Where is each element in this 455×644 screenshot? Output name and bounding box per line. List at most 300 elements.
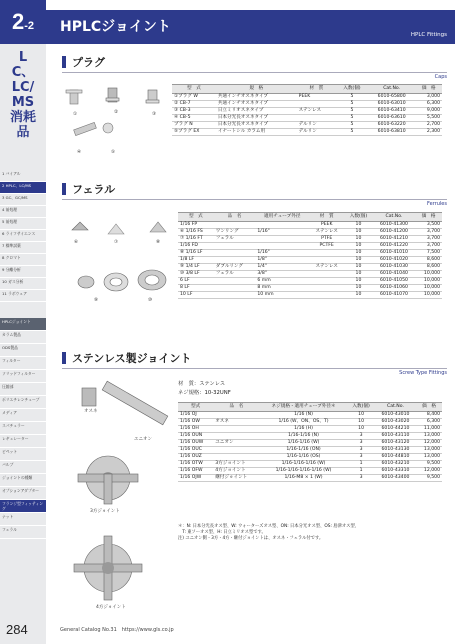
table-row <box>178 285 442 292</box>
table-row <box>178 426 442 433</box>
page-title: HPLCジョイント <box>60 19 171 35</box>
table-cell: 6010-41200 <box>373 229 416 236</box>
photo-label: ⑤ <box>111 150 116 155</box>
table-cell: 1/16" <box>255 229 309 236</box>
sidebar-subnav-item[interactable]: HPLCジョイント <box>0 318 46 331</box>
note-line: T: 東ソーオス型、H: 日立ミリオス型です。 <box>178 530 266 535</box>
table-cell: 3,700 <box>415 229 442 236</box>
table-cell: 6010-41040 <box>373 271 416 278</box>
column-header: 入数(個) <box>347 403 375 412</box>
column-header: 入数(個) <box>344 213 372 222</box>
table-cell: ユニオン <box>213 440 260 447</box>
table-cell: オスネ <box>213 419 260 426</box>
table-cell: 1/16" <box>255 250 309 257</box>
sidebar-nav-label: GC、GC/MS <box>5 195 28 200</box>
table-cell: 5 <box>336 115 368 122</box>
table-cell: 6010-44210 <box>375 426 416 433</box>
page-subtitle: HPLC Fittings <box>410 32 447 38</box>
section-rule <box>62 72 447 73</box>
table-cell: 3 <box>347 440 375 447</box>
section-marker <box>62 56 66 68</box>
photo-label: ③ <box>152 112 157 117</box>
page-number: 284 <box>6 622 28 637</box>
sidebar-nav-label: 分離分析 <box>5 267 21 272</box>
sidebar-nav-item[interactable] <box>0 290 46 302</box>
table-cell: フェラル <box>214 271 256 278</box>
sidebar-nav-label: バイアル <box>5 171 21 176</box>
table-row <box>178 419 442 426</box>
sidebar-nav-item[interactable] <box>0 170 46 182</box>
table-cell: 日立ミリオスネタイプ <box>216 108 297 115</box>
sidebar-subnav-item[interactable]: フェラル <box>0 526 46 539</box>
table-cell: 10 <box>347 419 375 426</box>
table-cell: 3方ジョイント <box>213 461 260 468</box>
sidebar-subnav-item[interactable]: フィルター <box>0 357 46 370</box>
photo-label: ⑨ <box>94 298 99 303</box>
table-cell: 6010-41210 <box>373 236 416 243</box>
note-line: 注) ユニオン側・3方・4方・継付ジョイントは、オスネ・フェラル付です。 <box>178 536 324 541</box>
sidebar-subnav-item[interactable]: ナット <box>0 513 46 526</box>
sidebar-subnav-item[interactable]: フランジ型フィッティング <box>0 500 46 513</box>
column-header: 品 名 <box>213 403 260 412</box>
table-cell: 6010-41050 <box>373 278 416 285</box>
table-cell: ⑤プラグ EX <box>172 129 216 136</box>
table-cell: 8 mm <box>255 285 309 292</box>
table-row <box>178 454 442 461</box>
ferrule-photos <box>60 212 180 312</box>
table-cell <box>213 426 260 433</box>
table-cell: 1 <box>347 468 375 475</box>
table-cell: 3,700 <box>415 243 442 250</box>
sidebar-nav-number: 6 <box>2 231 5 236</box>
table-cell: 1/16 (H) <box>260 426 348 433</box>
sidebar-subnav-item[interactable]: メディア <box>0 409 46 422</box>
photo-label: ① <box>73 112 78 117</box>
table-cell: プラグ N <box>172 122 216 129</box>
table-header-row <box>172 85 442 94</box>
section-title: プラグ <box>72 56 105 69</box>
section-title: フェラル <box>72 183 116 196</box>
column-header: 型式 <box>178 403 213 412</box>
table-cell: ② CB-7 <box>172 101 216 108</box>
table-row <box>178 278 442 285</box>
table-cell <box>297 115 336 122</box>
table-cell <box>214 222 256 229</box>
sidebar-nav-number: 11 <box>2 291 7 296</box>
table-cell: 12,000 <box>416 468 442 475</box>
table-cell: 10 <box>344 264 372 271</box>
table-cell: 6 mm <box>255 278 309 285</box>
table-cell: 8,600 <box>415 257 442 264</box>
sidebar-nav-number: 3 <box>2 195 5 200</box>
joint-material: 材 質：ステンレス <box>178 381 226 387</box>
sidebar-nav-item[interactable] <box>0 194 46 206</box>
table-cell: 1/16-1/16 (N) <box>260 433 348 440</box>
table-cell: 1/16 OUW <box>178 440 213 447</box>
table-cell: 6010-41030 <box>373 264 416 271</box>
table-cell: PCTFE <box>309 243 344 250</box>
page-footer: General Catalog No.31 https://www.gls.co.jp <box>60 627 174 633</box>
table-cell: 2,700 <box>415 122 442 129</box>
table-row <box>178 222 442 229</box>
sidebar-nav-item[interactable] <box>0 266 46 278</box>
table-row <box>172 94 442 101</box>
table-cell: ⑩ 3/8 LF <box>178 271 214 278</box>
table-row <box>178 440 442 447</box>
table-cell: 3,500 <box>415 222 442 229</box>
table-cell <box>309 292 344 299</box>
joint-table <box>178 402 442 482</box>
table-row <box>178 412 442 419</box>
table-cell: ⑧ 1/16 LF <box>178 250 214 257</box>
table-cell: ⑥ 1/16 FS <box>178 229 214 236</box>
table-cell: 6010-43010 <box>375 412 416 419</box>
table-cell: 6010-63010 <box>368 101 416 108</box>
column-header: 型 式 <box>178 213 214 222</box>
table-cell: 6,300 <box>415 101 442 108</box>
table-cell: 1/16-M8 × 1 (W) <box>260 475 348 482</box>
sidebar-subnav-item[interactable]: ジョイントの種類 <box>0 474 46 487</box>
sidebar-nav-item[interactable] <box>0 230 46 242</box>
table-cell: PTFE <box>309 236 344 243</box>
table-cell: 6010-63220 <box>368 122 416 129</box>
table-cell: 1/8 LF <box>178 257 214 264</box>
sidebar-nav-number: 5 <box>2 219 5 224</box>
table-row <box>172 108 442 115</box>
table-cell: 6010-41060 <box>373 285 416 292</box>
sidebar-nav-number: 4 <box>2 207 5 212</box>
table-cell: 6010-44810 <box>375 454 416 461</box>
table-cell: 1/16-1/16 (ON) <box>260 447 348 454</box>
table-cell: 3 <box>347 454 375 461</box>
sidebar-nav-label: 前処理 <box>5 207 18 212</box>
photo-label: 3方ジョイント <box>90 509 120 514</box>
table-cell: 7,500 <box>415 250 442 257</box>
table-cell: ワンリング <box>214 229 256 236</box>
table-cell: 6010-63410 <box>368 108 416 115</box>
table-cell: 6 LF <box>178 278 214 285</box>
table-cell: 10 <box>344 292 372 299</box>
section-title-en: Ferrules <box>427 201 447 207</box>
sidebar-subnav-item[interactable]: スパチュラー <box>0 422 46 435</box>
sidebar-nav-label: ライフサイエンス <box>5 231 36 236</box>
table-cell: 9,500 <box>416 475 442 482</box>
table-cell: 1/16 OH <box>178 426 213 433</box>
table-cell: 5 <box>336 94 368 101</box>
column-header: 品 名 <box>214 213 256 222</box>
table-cell: 1/16 (N) <box>260 412 348 419</box>
table-cell <box>214 292 256 299</box>
table-cell: ③ CB-3 <box>172 108 216 115</box>
table-cell: 3,700 <box>415 236 442 243</box>
table-cell: 1/16 FP <box>178 222 214 229</box>
table-cell: 1/8" <box>255 257 309 264</box>
table-row <box>178 257 442 264</box>
column-header: Cat.No. <box>373 213 416 222</box>
table-cell <box>255 222 309 229</box>
table-cell: 6010-43310 <box>375 468 416 475</box>
table-cell <box>309 271 344 278</box>
section-title: ステンレス製ジョイント <box>72 352 192 365</box>
table-cell: フェラル <box>214 236 256 243</box>
section-marker <box>62 183 66 195</box>
photo-label: オスネ <box>84 409 98 414</box>
column-header: 材 質 <box>309 213 344 222</box>
sidebar-nav-item[interactable] <box>0 278 46 290</box>
table-cell <box>214 250 256 257</box>
sidebar-subnav-item[interactable]: ピペット <box>0 448 46 461</box>
sidebar-nav-item[interactable] <box>0 254 46 266</box>
sidebar-nav-number: 1 <box>2 171 5 176</box>
table-cell: 4方ジョイント <box>213 468 260 475</box>
column-header: 型 式 <box>172 85 216 94</box>
table-cell <box>255 243 309 250</box>
table-cell <box>255 236 309 243</box>
table-cell: 3,000 <box>415 94 442 101</box>
table-row <box>172 101 442 108</box>
table-cell <box>213 412 260 419</box>
table-cell: 1/16-1/16 (W) <box>260 440 348 447</box>
table-cell: PEEK <box>309 222 344 229</box>
plug-table <box>172 84 442 136</box>
table-cell: 9,000 <box>415 108 442 115</box>
table-cell: 10 <box>344 278 372 285</box>
sidebar-subnav-item[interactable]: ソリッドフィルター <box>0 370 46 383</box>
column-header: 価 格 <box>415 213 442 222</box>
column-header: 規 格 <box>216 85 297 94</box>
table-cell: ⑦ 1/16 FT <box>178 236 214 243</box>
table-cell: 1/16 (W、ON、OS、T) <box>260 419 348 426</box>
table-cell: 日本分光長オスネタイプ <box>216 122 297 129</box>
table-cell: 1 <box>347 461 375 468</box>
table-cell: 1/16 OUZ <box>178 454 213 461</box>
table-row <box>172 129 442 136</box>
table-cell: 1/16 FD <box>178 243 214 250</box>
table-cell: デルリン <box>297 129 336 136</box>
table-header-row <box>178 213 442 222</box>
table-header-row <box>178 403 442 412</box>
joint-thread: ネジ規格：10-32UNF <box>178 390 231 396</box>
sidebar-subnav-item[interactable]: 圧縮部 <box>0 383 46 396</box>
table-cell: 5 <box>336 122 368 129</box>
table-cell: 10 <box>344 285 372 292</box>
table-row <box>178 236 442 243</box>
sidebar-nav-number: 10 <box>2 279 7 284</box>
table-cell: 1/16 OJW <box>178 475 213 482</box>
table-cell: ステンレス <box>309 229 344 236</box>
table-cell: 5 <box>336 108 368 115</box>
sidebar-nav-label: 前処理 <box>5 219 18 224</box>
table-cell: 6010-43130 <box>375 447 416 454</box>
table-cell <box>309 257 344 264</box>
table-cell: 11,000 <box>416 426 442 433</box>
table-cell: 10 mm <box>255 292 309 299</box>
table-cell: 5,500 <box>415 115 442 122</box>
table-cell <box>213 454 260 461</box>
table-cell: 3 <box>347 447 375 454</box>
table-cell: 6010-43400 <box>375 475 416 482</box>
column-header: Cat.No. <box>368 85 416 94</box>
photo-label: ⑩ <box>148 298 153 303</box>
table-cell: 6010-41220 <box>373 243 416 250</box>
table-cell: ステンレス <box>297 108 336 115</box>
table-row <box>178 264 442 271</box>
table-row <box>178 243 442 250</box>
note-line: ＊：N: 日本分光長オス型、W: ウォーターズオス型、ON: 日本分光オス型、OS: 島津オス型、 <box>178 524 359 529</box>
table-cell: 5 <box>336 129 368 136</box>
sidebar-nav-item[interactable] <box>0 242 46 254</box>
table-cell <box>214 243 256 250</box>
sidebar-nav-label: HPLC、LC/MS <box>5 183 32 188</box>
sidebar-subnav-item[interactable]: バルブ <box>0 461 46 474</box>
photo-label: ② <box>114 110 119 115</box>
sidebar-subnav-item[interactable]: オプションアダプター <box>0 487 46 500</box>
table-cell: 10 <box>344 250 372 257</box>
table-cell: 1/16 OJ <box>178 412 213 419</box>
table-cell: デルリン <box>297 122 336 129</box>
table-cell: 1/16 OUC <box>178 447 213 454</box>
sidebar-nav-number: 9 <box>2 267 5 272</box>
table-cell: 10 <box>344 257 372 264</box>
table-row <box>178 468 442 475</box>
column-header: 適用チューブ外径 <box>255 213 309 222</box>
table-cell: 6010-63810 <box>368 129 416 136</box>
table-cell: 9,500 <box>416 461 442 468</box>
table-row <box>178 271 442 278</box>
table-cell: 継付ジョイント <box>213 475 260 482</box>
sidebar-nav-item[interactable] <box>0 206 46 218</box>
table-cell: 13,000 <box>416 447 442 454</box>
table-cell: 6010-43110 <box>375 433 416 440</box>
sidebar <box>0 0 46 644</box>
table-cell: 1/16 OUN <box>178 433 213 440</box>
table-cell: 共通インチオスネタイプ <box>216 101 297 108</box>
table-cell: 8 LF <box>178 285 214 292</box>
table-cell: 10 <box>344 243 372 250</box>
photo-label: ④ <box>77 150 82 155</box>
table-cell: 12,000 <box>416 440 442 447</box>
table-cell: 6010-43020 <box>375 419 416 426</box>
sidebar-subnav-item[interactable]: ODS製品 <box>0 344 46 357</box>
table-row <box>178 461 442 468</box>
table-cell: 10 <box>347 412 375 419</box>
sidebar-subnav-item[interactable]: レギュレーター <box>0 435 46 448</box>
table-cell: 1/16-1/16-1/16-1/16 (W) <box>260 468 348 475</box>
table-cell: 13,000 <box>416 433 442 440</box>
table-cell <box>297 101 336 108</box>
table-cell: 10 LF <box>178 292 214 299</box>
section-title-en: Screw Type Fittings <box>399 370 447 376</box>
table-cell: 1/16-1/16 (OS) <box>260 454 348 461</box>
table-cell <box>309 278 344 285</box>
table-cell: 3 <box>347 475 375 482</box>
table-row <box>178 447 442 454</box>
sidebar-nav-label: ラボウェア <box>8 291 27 296</box>
table-cell: 10,000 <box>415 285 442 292</box>
table-cell: 10 <box>344 222 372 229</box>
table-cell: 日本分光長オスネタイプ <box>216 115 297 122</box>
sidebar-nav-item[interactable] <box>0 182 46 194</box>
table-cell: 1/16 OTW <box>178 461 213 468</box>
table-row <box>178 229 442 236</box>
table-cell: 6010-41300 <box>373 222 416 229</box>
table-cell: ステンレス <box>309 264 344 271</box>
column-header: 価 格 <box>415 85 442 94</box>
table-row <box>178 250 442 257</box>
table-cell: 6010-63610 <box>368 115 416 122</box>
sidebar-nav-number: 8 <box>2 255 5 260</box>
table-cell: 6,300 <box>416 419 442 426</box>
table-cell: 8,400 <box>416 412 442 419</box>
table-cell <box>309 250 344 257</box>
table-cell <box>309 285 344 292</box>
table-cell: イナートシル カラム用 <box>216 129 297 136</box>
table-row <box>172 122 442 129</box>
table-cell <box>213 447 260 454</box>
table-cell: 6010-41020 <box>373 257 416 264</box>
photo-label: ⑥ <box>74 240 79 245</box>
sidebar-nav-number: 7 <box>2 243 5 248</box>
section-rule <box>62 199 447 200</box>
table-cell: PEEK <box>297 94 336 101</box>
photo-label: ⑧ <box>156 240 161 245</box>
table-cell: 6010-43210 <box>375 461 416 468</box>
table-cell: 共通インチオスネタイプ <box>216 94 297 101</box>
chapter-badge: 2-2 <box>0 0 46 44</box>
table-cell: 6010-65800 <box>368 94 416 101</box>
table-cell: 1/4" <box>255 264 309 271</box>
table-row <box>178 433 442 440</box>
table-cell: ⑨ 1/4 LF <box>178 264 214 271</box>
sidebar-nav-label: 標準試薬 <box>5 243 21 248</box>
photo-label: ユニオン <box>134 437 152 442</box>
table-cell: 10 <box>344 271 372 278</box>
column-header: 価 格 <box>416 403 442 412</box>
table-cell: 10 <box>344 229 372 236</box>
table-row <box>172 115 442 122</box>
column-header: 入数(個) <box>336 85 368 94</box>
table-cell: 10 <box>344 236 372 243</box>
table-cell: 10,000 <box>415 292 442 299</box>
table-cell: 3 <box>347 433 375 440</box>
table-cell: 3/8" <box>255 271 309 278</box>
joint-notes <box>178 524 442 542</box>
table-cell <box>214 285 256 292</box>
photo-label: 4方ジョイント <box>96 605 126 610</box>
column-header: ネジ規格・適用チューブ外径＊ <box>260 403 348 412</box>
section-title-en: Caps <box>434 74 447 80</box>
section-rule <box>62 368 447 369</box>
table-cell: 8,600 <box>415 264 442 271</box>
chapter-title: LC、LC/MS消耗品 <box>9 50 36 140</box>
sidebar-nav-item[interactable] <box>0 218 46 230</box>
photo-label: ⑦ <box>114 240 119 245</box>
ferrule-table <box>178 212 442 299</box>
table-cell <box>214 278 256 285</box>
sidebar-subnav-item[interactable]: ポリエチレンチューブ <box>0 396 46 409</box>
table-row <box>178 475 442 482</box>
table-cell <box>214 257 256 264</box>
sidebar-subnav-item[interactable]: カラム製品 <box>0 331 46 344</box>
table-cell: 2,300 <box>415 129 442 136</box>
section-marker <box>62 352 66 364</box>
table-cell: 1/16 OFW <box>178 468 213 475</box>
table-cell: 1/16-1/16-1/16 (W) <box>260 461 348 468</box>
sidebar-nav-label: ガス分析 <box>8 279 24 284</box>
table-cell: 10 <box>347 426 375 433</box>
table-cell: 10,000 <box>415 278 442 285</box>
joint-photos <box>60 378 175 618</box>
